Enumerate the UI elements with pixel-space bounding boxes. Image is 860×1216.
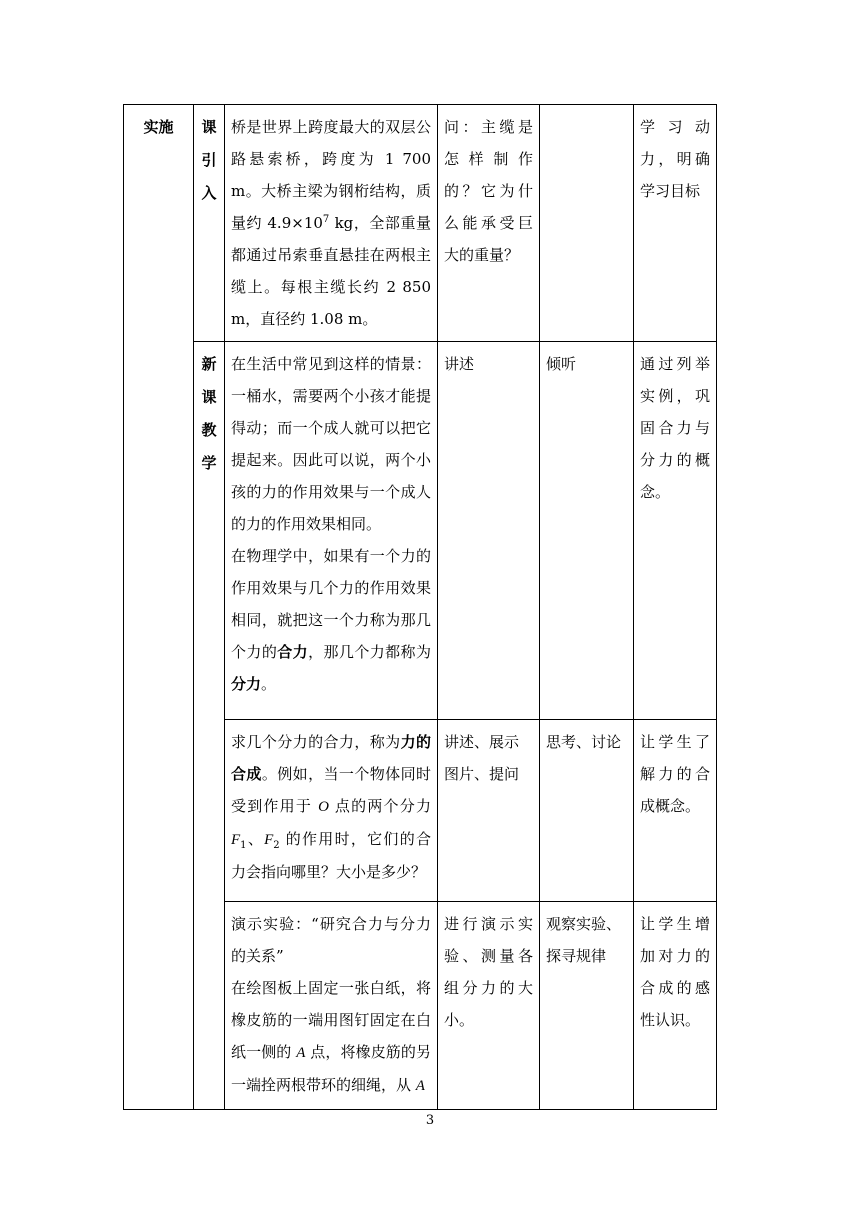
student-activity-intro xyxy=(540,105,634,342)
content-composition: 求几个分力的合力，称为力的合成。例如，当一个物体同时受到作用于 O 点的两个分力 $F_1$、$F_2$ 的作用时，它们的合力会指向哪里？大小是多少？ xyxy=(225,720,438,902)
student-activity-new-lesson: 倾听 xyxy=(540,342,634,720)
content-intro: 桥是世界上跨度最大的双层公路悬索桥，跨度为 1 700 m。大桥主梁为钢桁结构，质量约 $4.9\times 10^7$ kg，全部重量都通过吊索垂直悬挂在两根主缆上。每根主缆长约 2 850 m，直径约 1.08 m。 xyxy=(225,105,438,342)
segment-intro: 课 引 入 xyxy=(194,105,225,342)
teacher-activity-intro: 问：主缆是怎样制作的？它为什么能承受巨大的重量？ xyxy=(438,105,540,342)
segment-new-lesson: 新 课 教 学 xyxy=(194,342,225,1110)
intent-intro: 学习动力，明确学习目标 xyxy=(634,105,717,342)
teacher-activity-experiment: 进行演示实验、测量各组分力的大小。 xyxy=(438,902,540,1110)
student-activity-composition: 思考、讨论 xyxy=(540,720,634,902)
intent-experiment: 让学生增加对力的合成的感性认识。 xyxy=(634,902,717,1110)
lesson-plan-table xyxy=(123,104,717,1110)
teacher-activity-new-lesson: 讲述 xyxy=(438,342,540,720)
stage-cell: 实施 xyxy=(124,105,194,1110)
page-number: 3 xyxy=(425,1113,435,1128)
student-activity-experiment: 观察实验、探寻规律 xyxy=(540,902,634,1110)
table-row-intro xyxy=(124,105,717,342)
intent-new-lesson: 通过列举实例，巩固合力与分力的概念。 xyxy=(634,342,717,720)
intent-composition: 让学生了解力的合成概念。 xyxy=(634,720,717,902)
teacher-activity-composition: 讲述、展示图片、提问 xyxy=(438,720,540,902)
content-new-lesson: 在生活中常见到这样的情景：一桶水，需要两个小孩才能提得动；而一个成人就可以把它提起来。因此可以说，两个小孩的力的作用效果与一个成人的力的作用效果相同。 在物理学中，如果有一个力的作用效果与几个力的作用效果相同，就把这一个力称为那几个力的合力，那几个力都称为分力。 xyxy=(225,342,438,720)
content-experiment: 演示实验：“研究合力与分力的关系” 在绘图板上固定一张白纸，将橡皮筋的一端用图钉固定在白纸一侧的 A 点，将橡皮筋的另一端拴两根带环的细绳，从 A xyxy=(225,902,438,1110)
table-row-new-lesson xyxy=(124,342,717,720)
